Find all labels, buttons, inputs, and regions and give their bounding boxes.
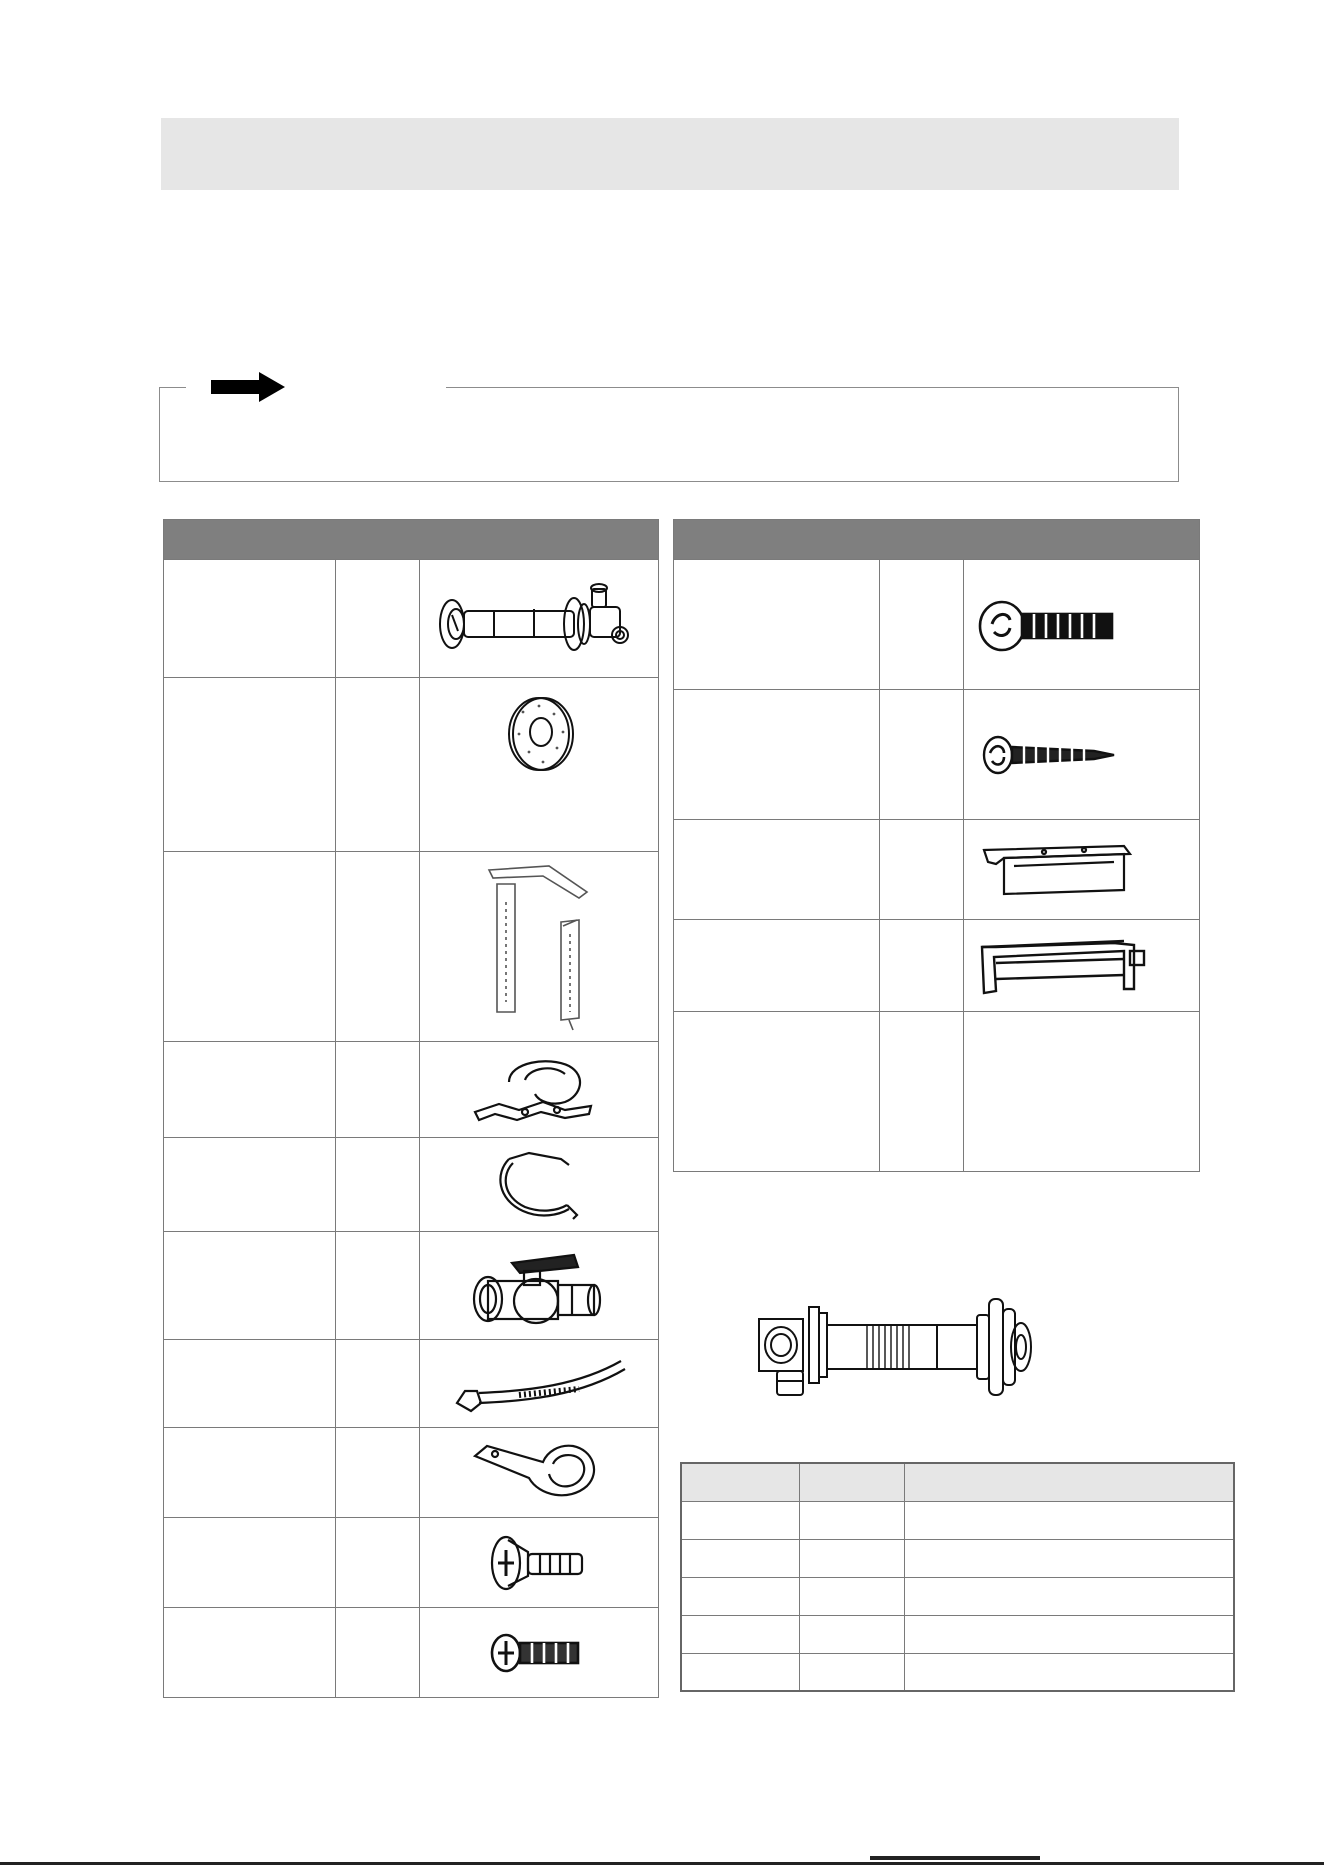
table-row (164, 1042, 659, 1138)
page-title-band (161, 118, 1179, 190)
table-row (164, 1518, 659, 1608)
spec-cell (799, 1577, 904, 1615)
notice-box (159, 387, 1179, 482)
table-row (164, 678, 659, 852)
spec-cell (799, 1539, 904, 1577)
spec-cell (799, 1501, 904, 1539)
table-row (674, 690, 1200, 820)
part-qty (880, 560, 964, 690)
spec-table (680, 1462, 1235, 1692)
spec-header (681, 1463, 799, 1501)
part-name (674, 560, 880, 690)
spec-cell (904, 1539, 1234, 1577)
spec-cell (904, 1577, 1234, 1615)
pan-head-screw-icon (484, 1623, 594, 1683)
part-name (674, 1012, 880, 1172)
spec-cell (904, 1501, 1234, 1539)
mounting-bracket-set-icon (479, 862, 599, 1032)
spring-clip-icon (489, 1149, 589, 1221)
spec-cell (799, 1653, 904, 1691)
table-row (164, 1232, 659, 1340)
seal-ring-icon (499, 692, 579, 776)
part-qty (336, 1608, 420, 1698)
intro-text (161, 240, 1179, 280)
table-row (164, 1138, 659, 1232)
part-name (164, 1042, 336, 1138)
spec-cell (681, 1501, 799, 1539)
table-row (674, 560, 1200, 690)
part-qty (336, 1428, 420, 1518)
spec-cell (681, 1653, 799, 1691)
footer-rule-segment (870, 1856, 1040, 1860)
table-row (681, 1501, 1234, 1539)
small-bracket-icon (974, 840, 1144, 900)
part-qty (880, 920, 964, 1012)
wall-pipe-assembly-icon (434, 579, 644, 659)
spec-cell (799, 1615, 904, 1653)
flat-head-screw-icon (484, 1528, 594, 1598)
pipe-clip-icon (469, 1438, 609, 1508)
part-name (164, 678, 336, 852)
part-name (674, 920, 880, 1012)
spec-cell (904, 1653, 1234, 1691)
table-row (674, 1012, 1200, 1172)
footer-rule (0, 1862, 1324, 1865)
pipe-connector-assembly-icon (757, 1285, 1081, 1410)
part-qty (336, 1232, 420, 1340)
part-name (164, 1518, 336, 1608)
part-name (164, 1232, 336, 1340)
table-row (674, 820, 1200, 920)
parts-table-left-header (164, 520, 659, 560)
table-row (681, 1539, 1234, 1577)
table-row (164, 1608, 659, 1698)
parts-table-left (163, 519, 659, 1698)
washer-head-screw-icon (974, 590, 1124, 660)
table-row (164, 1340, 659, 1428)
part-qty (880, 690, 964, 820)
part-qty (336, 1340, 420, 1428)
spec-header-row (681, 1463, 1234, 1501)
table-row (164, 560, 659, 678)
table-row (681, 1577, 1234, 1615)
large-bracket-icon (974, 933, 1154, 999)
part-name (164, 852, 336, 1042)
part-name (164, 1138, 336, 1232)
table-row (164, 852, 659, 1042)
part-qty (880, 1012, 964, 1172)
table-row (681, 1615, 1234, 1653)
spec-header (799, 1463, 904, 1501)
assembly-caption (680, 1230, 1233, 1270)
table-row (674, 920, 1200, 1012)
part-qty (880, 820, 964, 920)
part-qty (336, 1042, 420, 1138)
spec-cell (681, 1615, 799, 1653)
spec-cell (681, 1539, 799, 1577)
hose-clamp-icon (469, 1052, 609, 1128)
part-name (164, 1608, 336, 1698)
part-qty (336, 1138, 420, 1232)
parts-table-right-header (674, 520, 1200, 560)
arrow-right-icon (211, 372, 285, 402)
parts-table-right (673, 519, 1200, 1172)
part-name (164, 1340, 336, 1428)
table-row (164, 1428, 659, 1518)
part-qty (336, 1518, 420, 1608)
part-qty (336, 678, 420, 852)
ball-valve-icon (464, 1241, 614, 1331)
spec-header (904, 1463, 1234, 1501)
part-name (164, 560, 336, 678)
cable-tie-icon (449, 1351, 629, 1417)
spec-cell (904, 1615, 1234, 1653)
part-name (674, 820, 880, 920)
table-row (681, 1653, 1234, 1691)
part-qty (336, 560, 420, 678)
part-picture-empty (964, 1012, 1200, 1172)
spec-cell (681, 1577, 799, 1615)
part-name (164, 1428, 336, 1518)
part-name (674, 690, 880, 820)
wood-screw-icon (974, 725, 1124, 785)
part-qty (336, 852, 420, 1042)
